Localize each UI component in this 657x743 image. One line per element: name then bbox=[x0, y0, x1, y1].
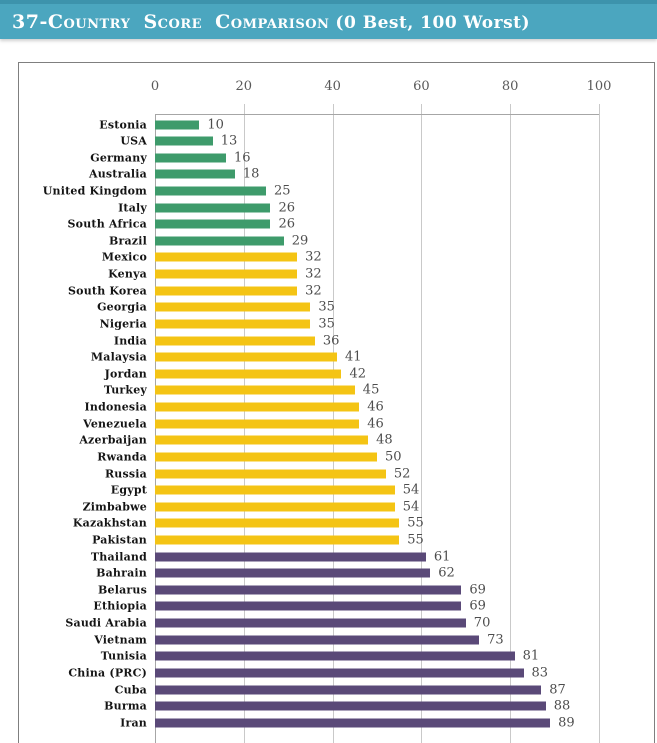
value-label: 73 bbox=[487, 632, 504, 648]
score-bar bbox=[155, 120, 199, 129]
x-axis-line bbox=[155, 114, 599, 115]
value-label: 87 bbox=[549, 682, 566, 698]
country-label: United Kingdom bbox=[42, 184, 147, 198]
country-label: Egypt bbox=[110, 483, 147, 497]
score-bar bbox=[155, 336, 315, 345]
bar-row bbox=[19, 465, 654, 482]
value-label: 54 bbox=[402, 499, 420, 515]
score-bar bbox=[155, 153, 226, 162]
country-label: Brazil bbox=[108, 234, 147, 248]
score-bar bbox=[155, 702, 546, 711]
value-label: 41 bbox=[345, 349, 362, 365]
score-bar bbox=[155, 419, 359, 428]
bar-row bbox=[19, 498, 654, 515]
country-label: Germany bbox=[90, 151, 147, 165]
score-bar bbox=[155, 403, 359, 412]
score-bar bbox=[155, 369, 341, 378]
value-label: 25 bbox=[274, 183, 291, 199]
country-label: Saudi Arabia bbox=[65, 616, 147, 630]
value-label: 32 bbox=[305, 283, 322, 299]
x-axis-tick-label: 20 bbox=[235, 79, 253, 94]
value-label: 69 bbox=[469, 582, 486, 598]
bar-row bbox=[19, 664, 654, 681]
value-label: 52 bbox=[393, 466, 411, 482]
score-bar bbox=[155, 552, 426, 561]
bar-row bbox=[19, 166, 654, 183]
value-label: 46 bbox=[367, 416, 384, 432]
country-label: Pakistan bbox=[92, 533, 147, 547]
value-label: 35 bbox=[318, 316, 335, 332]
country-label: Italy bbox=[118, 201, 147, 215]
x-axis-tick-label: 100 bbox=[586, 79, 612, 94]
country-label: Mexico bbox=[101, 250, 147, 264]
value-label: 69 bbox=[469, 598, 486, 614]
bar-row bbox=[19, 299, 654, 316]
score-bar bbox=[155, 186, 266, 195]
country-label: Jordan bbox=[104, 367, 147, 381]
bar-row bbox=[19, 698, 654, 715]
score-bar bbox=[155, 436, 368, 445]
score-bar bbox=[155, 486, 395, 495]
value-label: 32 bbox=[305, 266, 322, 282]
country-label: China (PRC) bbox=[68, 666, 147, 680]
value-label: 26 bbox=[278, 200, 295, 216]
bar-row bbox=[19, 714, 654, 731]
bar-row bbox=[19, 232, 654, 249]
score-bar bbox=[155, 319, 310, 328]
value-label: 16 bbox=[234, 150, 251, 166]
score-bar bbox=[155, 253, 297, 262]
score-bar bbox=[155, 502, 395, 511]
bar-row bbox=[19, 399, 654, 416]
score-bar bbox=[155, 685, 541, 694]
country-label: Georgia bbox=[97, 300, 147, 314]
value-label: 35 bbox=[318, 299, 335, 315]
score-bar bbox=[155, 452, 377, 461]
value-label: 42 bbox=[349, 366, 367, 382]
country-label: Thailand bbox=[90, 550, 147, 564]
score-bar bbox=[155, 635, 479, 644]
country-label: Russia bbox=[104, 467, 147, 481]
bar-row bbox=[19, 615, 654, 632]
score-bar bbox=[155, 203, 270, 212]
bar-row bbox=[19, 182, 654, 199]
value-label: 36 bbox=[322, 333, 340, 349]
score-bar bbox=[155, 585, 461, 594]
bar-row bbox=[19, 116, 654, 133]
country-label: Malaysia bbox=[90, 350, 147, 364]
country-label: Venezuela bbox=[83, 417, 147, 431]
country-label: Bahrain bbox=[96, 566, 147, 580]
value-label: 29 bbox=[291, 233, 309, 249]
country-label: Nigeria bbox=[99, 317, 147, 331]
bar-row bbox=[19, 315, 654, 332]
value-label: 70 bbox=[473, 615, 491, 631]
header-bar bbox=[0, 0, 657, 39]
bar-row bbox=[19, 216, 654, 233]
value-label: 26 bbox=[278, 216, 295, 232]
value-label: 46 bbox=[367, 399, 384, 415]
bar-row bbox=[19, 482, 654, 499]
score-bar bbox=[155, 469, 386, 478]
bar-row bbox=[19, 249, 654, 266]
bar-row bbox=[19, 149, 654, 166]
country-label: Turkey bbox=[103, 383, 147, 397]
country-label: Kenya bbox=[108, 267, 147, 281]
country-label: India bbox=[113, 334, 147, 348]
score-bar bbox=[155, 668, 524, 677]
value-label: 54 bbox=[402, 482, 420, 498]
score-bar bbox=[155, 220, 270, 229]
bar-row bbox=[19, 365, 654, 382]
score-bar bbox=[155, 619, 466, 628]
score-bar bbox=[155, 137, 213, 146]
country-label: Indonesia bbox=[84, 400, 147, 414]
page-title bbox=[12, 11, 530, 33]
bar-row bbox=[19, 266, 654, 283]
bar-row bbox=[19, 515, 654, 532]
value-label: 55 bbox=[407, 532, 424, 548]
country-label: Ethiopia bbox=[93, 599, 147, 613]
page-title-paren: (0 Best, 100 Worst) bbox=[335, 12, 531, 33]
bar-row bbox=[19, 631, 654, 648]
page-title-main: 37-Country Score Comparison bbox=[12, 10, 330, 33]
country-label: Australia bbox=[88, 167, 147, 181]
x-axis-tick-label: 0 bbox=[150, 79, 160, 94]
bar-row bbox=[19, 565, 654, 582]
value-label: 62 bbox=[438, 565, 455, 581]
bar-row bbox=[19, 532, 654, 549]
value-label: 81 bbox=[522, 648, 540, 664]
value-label: 10 bbox=[207, 117, 224, 132]
country-label: Tunisia bbox=[100, 649, 147, 663]
bar-row bbox=[19, 432, 654, 449]
value-label: 55 bbox=[407, 515, 424, 531]
score-bar bbox=[155, 536, 399, 545]
value-label: 18 bbox=[242, 166, 260, 182]
bar-chart bbox=[18, 62, 655, 743]
country-label: Kazakhstan bbox=[72, 516, 147, 530]
score-bar bbox=[155, 286, 297, 295]
country-label: South Korea bbox=[68, 284, 147, 298]
bar-row bbox=[19, 382, 654, 399]
score-bar bbox=[155, 270, 297, 279]
bar-row bbox=[19, 133, 654, 150]
x-axis-tick-label: 40 bbox=[324, 79, 341, 94]
bar-row bbox=[19, 681, 654, 698]
value-label: 89 bbox=[558, 715, 575, 731]
score-bar bbox=[155, 652, 515, 661]
x-axis-tick-label: 60 bbox=[413, 79, 430, 94]
bar-row bbox=[19, 349, 654, 366]
value-label: 88 bbox=[553, 698, 571, 714]
bar-row bbox=[19, 415, 654, 432]
score-bar bbox=[155, 718, 550, 727]
country-label: Azerbaijan bbox=[79, 433, 147, 447]
bar-row bbox=[19, 199, 654, 216]
bar-row bbox=[19, 648, 654, 665]
bar-row bbox=[19, 448, 654, 465]
bar-row bbox=[19, 282, 654, 299]
x-axis-tick-label: 80 bbox=[501, 79, 519, 94]
score-bar bbox=[155, 303, 310, 312]
value-label: 32 bbox=[305, 249, 322, 265]
score-bar bbox=[155, 236, 284, 245]
bar-row bbox=[19, 598, 654, 615]
score-bar bbox=[155, 602, 461, 611]
bar-row bbox=[19, 581, 654, 598]
value-label: 61 bbox=[433, 549, 451, 565]
value-label: 45 bbox=[362, 382, 380, 398]
value-label: 50 bbox=[385, 449, 402, 465]
value-label: 48 bbox=[376, 432, 393, 448]
country-label: Estonia bbox=[99, 118, 147, 131]
score-bar bbox=[155, 386, 355, 395]
country-label: Burma bbox=[104, 699, 147, 713]
score-bar bbox=[155, 353, 337, 362]
bar-row bbox=[19, 548, 654, 565]
value-label: 83 bbox=[531, 665, 549, 681]
country-label: Zimbabwe bbox=[82, 500, 147, 514]
country-label: Vietnam bbox=[94, 633, 147, 647]
bar-row bbox=[19, 332, 654, 349]
country-label: USA bbox=[120, 134, 147, 148]
country-label: Rwanda bbox=[97, 450, 147, 464]
country-label: South Africa bbox=[67, 217, 147, 231]
score-bar bbox=[155, 170, 235, 179]
score-bar bbox=[155, 569, 430, 578]
value-label: 13 bbox=[220, 133, 238, 149]
country-label: Belarus bbox=[98, 583, 147, 597]
country-label: Iran bbox=[120, 716, 147, 730]
country-label: Cuba bbox=[114, 683, 147, 697]
score-bar bbox=[155, 519, 399, 528]
